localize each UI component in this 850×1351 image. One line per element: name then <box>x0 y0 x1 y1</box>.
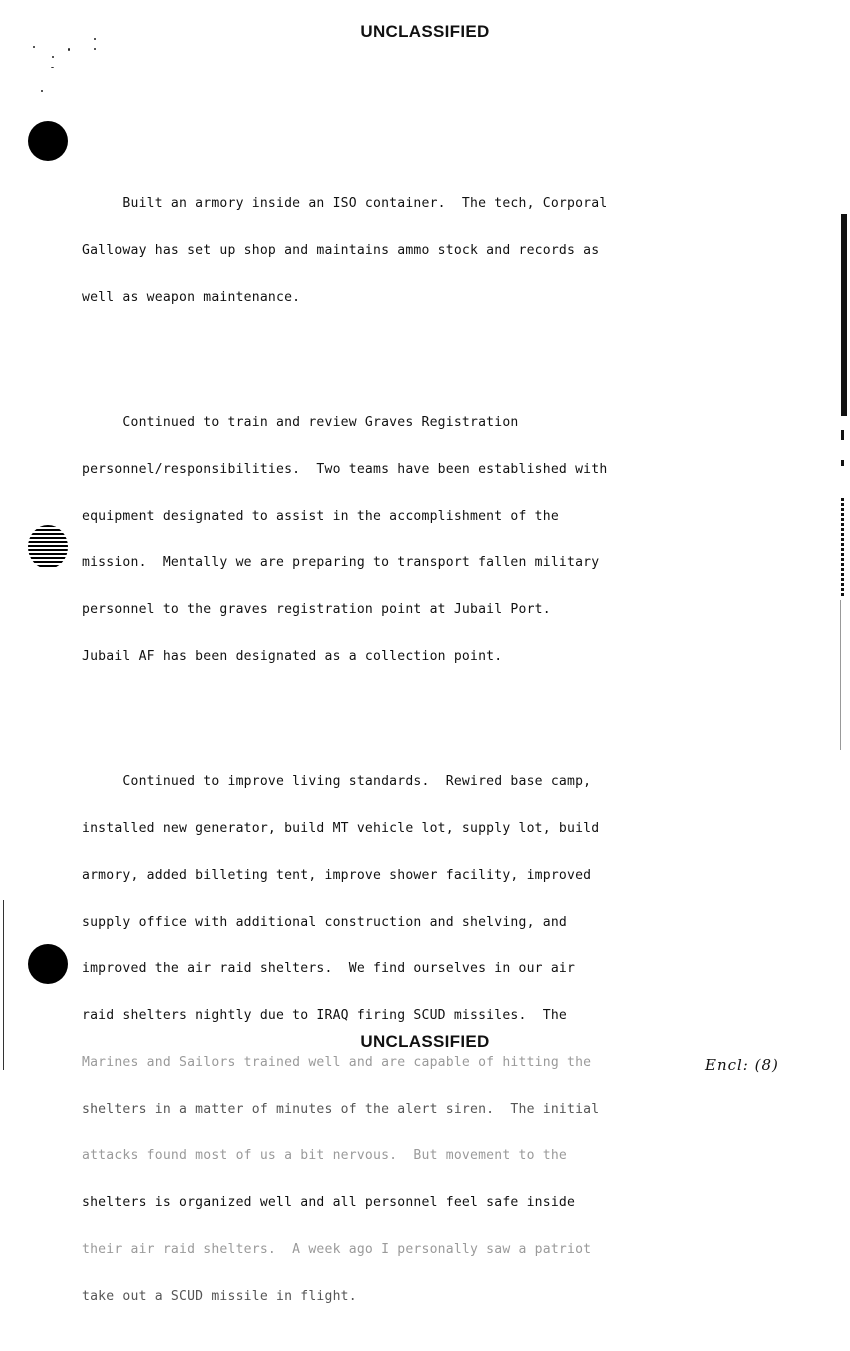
handwritten-enclosure-note: Encl: (8) <box>705 1056 779 1074</box>
text-line: attacks found most of us a bit nervous. But movement to the <box>82 1148 567 1164</box>
text-line: Built an armory inside an ISO container. The tech, Corporal <box>82 196 608 212</box>
text-line: well as weapon maintenance. <box>82 289 301 305</box>
text-line: mission. Mentally we are preparing to transport fallen military <box>82 555 600 571</box>
text-line: shelters is organized well and all personnel feel safe inside <box>82 1195 576 1211</box>
text-line: raid shelters nightly due to IRAQ firing SCUD missiles. The <box>82 1008 567 1024</box>
classification-marking-top: UNCLASSIFIED <box>360 22 490 41</box>
scan-speck <box>94 38 96 40</box>
text-line: shelters in a matter of minutes of the alert siren. The initial <box>82 1101 600 1117</box>
text-line: Marines and Sailors trained well and are capable of hitting the <box>82 1054 592 1070</box>
text-line: supply office with additional construction and shelving, and <box>82 914 567 930</box>
document-body <box>82 134 742 1351</box>
text-line: personnel to the graves registration point at Jubail Port. <box>82 602 551 618</box>
scan-speck <box>94 48 96 50</box>
text-line: Galloway has set up shop and maintains ammo stock and records as <box>82 243 600 259</box>
paragraph-armory <box>82 165 742 337</box>
text-line: equipment designated to assist in the accomplishment of the <box>82 508 559 524</box>
scan-edge-bar <box>841 214 847 416</box>
text-line: installed new generator, build MT vehicle lot, supply lot, build <box>82 820 600 836</box>
scan-speck <box>51 67 54 68</box>
scan-speck <box>52 56 54 58</box>
scan-edge-line <box>840 600 841 750</box>
punch-hole-bottom <box>28 944 68 984</box>
scan-edge-bar <box>841 430 844 440</box>
classification-marking-bottom: UNCLASSIFIED <box>360 1032 490 1051</box>
paragraph-graves-registration <box>82 384 742 696</box>
scan-speck <box>68 48 70 51</box>
scan-edge-bar <box>841 460 844 466</box>
text-line: Continued to train and review Graves Registration <box>82 415 519 431</box>
text-line: improved the air raid shelters. We find ourselves in our air <box>82 961 576 977</box>
scan-speck <box>33 46 35 48</box>
punch-hole-top <box>28 121 68 161</box>
text-line: take out a SCUD missile in flight. <box>82 1288 357 1304</box>
text-line: personnel/responsibilities. Two teams have been established with <box>82 461 608 477</box>
punch-hole-middle <box>28 525 68 569</box>
text-line: their air raid shelters. A week ago I personally saw a patriot <box>82 1241 592 1257</box>
scan-speck <box>41 90 43 92</box>
text-line: Continued to improve living standards. Rewired base camp, <box>82 774 592 790</box>
text-line: armory, added billeting tent, improve shower facility, improved <box>82 867 592 883</box>
text-line: Jubail AF has been designated as a collection point. <box>82 649 503 664</box>
scan-edge-bar <box>841 498 844 598</box>
